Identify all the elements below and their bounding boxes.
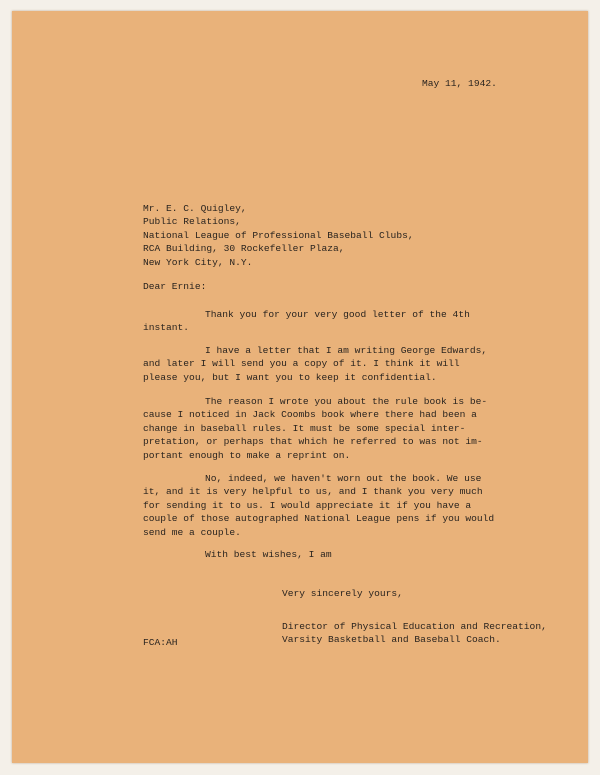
paragraph-line: send me a couple. (143, 526, 241, 538)
address-line: New York City, N.Y. (143, 256, 253, 268)
letter-sheet (12, 11, 588, 763)
signer-title (282, 620, 547, 647)
reference-initials: FCA:AH (143, 637, 178, 648)
salutation: Dear Ernie: (143, 281, 207, 292)
address-line: RCA Building, 30 Rockefeller Plaza, (143, 243, 345, 255)
address-line: National League of Professional Baseball Clubs, (143, 229, 414, 241)
paragraph-line: please you, but I want you to keep it confidential. (143, 371, 437, 383)
signer-title-line: Varsity Basketball and Baseball Coach. (282, 634, 501, 646)
body-paragraph-4 (143, 472, 563, 539)
paragraph-line: cause I noticed in Jack Coombs book where there had been a (143, 409, 477, 421)
address-line: Public Relations, (143, 216, 241, 228)
paragraph-line: portant enough to make a reprint on. (143, 449, 351, 461)
body-paragraph-3 (143, 395, 563, 462)
recipient-address (143, 202, 414, 269)
paragraph-line: for sending it to us. I would appreciate it if you have a (143, 499, 472, 511)
body-paragraph-2 (143, 344, 563, 384)
closing-wishes: With best wishes, I am (205, 549, 332, 560)
letter-date: May 11, 1942. (422, 78, 497, 89)
paragraph-line: instant. (143, 322, 190, 334)
paragraph-line: Thank you for your very good letter of the 4th (205, 309, 470, 320)
paragraph-line: I have a letter that I am writing George Edwards, (205, 345, 488, 356)
paragraph-line: it, and it is very helpful to us, and I thank you very much (143, 486, 483, 498)
body-paragraph-1 (143, 308, 563, 335)
paragraph-line: and later I will send you a copy of it. I think it will (143, 358, 460, 370)
address-line: Mr. E. C. Quigley, (143, 203, 247, 214)
paragraph-line: pretation, or perhaps that which he referred to was not im- (143, 436, 483, 448)
paragraph-line: No, indeed, we haven't worn out the book. We use (205, 473, 482, 484)
paragraph-line: The reason I wrote you about the rule book is be- (205, 396, 488, 407)
paragraph-line: change in baseball rules. It must be some special inter- (143, 422, 466, 434)
signer-title-line: Director of Physical Education and Recreation, (282, 621, 547, 632)
paragraph-line: couple of those autographed National League pens if you would (143, 513, 495, 525)
complimentary-close: Very sincerely yours, (282, 588, 403, 599)
